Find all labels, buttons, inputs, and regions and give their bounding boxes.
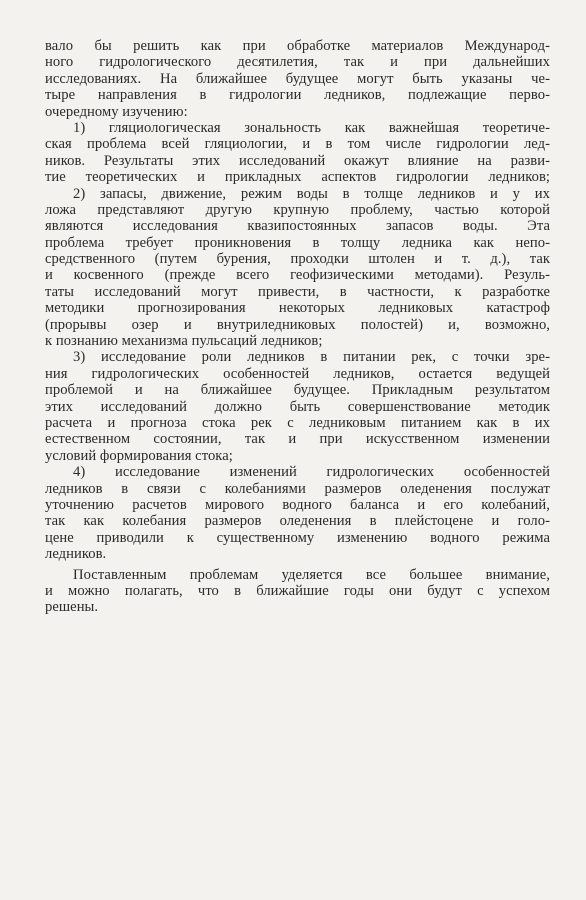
text-line: ников. Результаты этих исследований окажут влияние на разви- <box>45 152 550 169</box>
text-line: методики прогнозирования некоторых ледниковых катастроф <box>45 300 550 317</box>
paragraph-item-3 <box>45 349 550 464</box>
paragraph-conclusion <box>45 567 550 616</box>
text-line: проблемой и на ближайшее будущее. Прикладным результатом <box>45 382 550 399</box>
text-line: цене приводили к существенному изменению водного режима <box>45 529 550 546</box>
text-line: к познанию механизма пульсаций ледников; <box>45 333 323 350</box>
text-line: вало бы решить как при обработке материалов Международ- <box>45 38 550 54</box>
text-line: решены. <box>45 599 99 616</box>
text-line: условий формирования стока; <box>45 447 233 464</box>
text-line: так как колебания размеров оледенения в плейстоцене и голо- <box>45 513 550 530</box>
text-line: очередному изучению: <box>45 103 188 120</box>
text-line: 1) гляциологическая зональность как важнейшая теоретиче- <box>73 119 550 136</box>
text-line: 4) исследование изменений гидрологических особенностей <box>73 464 550 481</box>
text-line: 2) запасы, движение, режим воды в толще ледников и у их <box>73 185 550 202</box>
text-line: являются исследования квазипостоянных запасов воды. Эта <box>45 218 550 235</box>
paragraph-intro <box>45 38 550 120</box>
text-line: исследованиях. На ближайшее будущее могут быть указаны че- <box>45 70 550 87</box>
paragraph-item-2 <box>45 186 550 350</box>
text-line: тие теоретических и прикладных аспектов гидрологии ледников; <box>45 169 550 186</box>
text-line: 3) исследование роли ледников в питании рек, с точки зре- <box>73 349 550 366</box>
text-line: ния гидрологических особенностей ледников, остается ведущей <box>45 365 550 382</box>
text-line: ного гидрологического десятилетия, так и при дальнейших <box>45 54 550 71</box>
text-line: Поставленным проблемам уделяется все большее внимание, <box>73 566 550 583</box>
text-line: проблема требует проникновения в толщу ледника как непо- <box>45 234 550 251</box>
text-line: средственного (путем бурения, проходки штолен и т. д.), так <box>45 251 550 268</box>
text-line: и косвенного (прежде всего геофизическими методами). Резуль- <box>45 267 550 284</box>
text-line: и можно полагать, что в ближайшие годы они будут с успехом <box>45 582 550 599</box>
text-line: (прорывы озер и внутриледниковых полостей) и, возможно, <box>45 316 550 333</box>
paragraph-item-1 <box>45 120 550 186</box>
text-line: расчета и прогноза стока рек с ледниковым питанием как в их <box>45 414 550 431</box>
text-line: таты исследований могут привести, в частности, к разработке <box>45 283 550 300</box>
text-line: тыре направления в гидрологии ледников, подлежащие перво- <box>45 87 550 104</box>
text-line: этих исследований должно быть совершенствование методик <box>45 398 550 415</box>
text-line: ледников. <box>45 546 107 563</box>
text-line: ская проблема всей гляциологии, и в том числе гидрологии лед- <box>45 136 550 153</box>
text-line: уточнению расчетов мирового водного баланса и его колебаний, <box>45 496 550 513</box>
text-line: ледников в связи с колебаниями размеров оледенения послужат <box>45 480 550 497</box>
text-line: ложа представляют другую крупную проблему, частью которой <box>45 201 550 218</box>
paragraph-item-4 <box>45 464 550 562</box>
document-page <box>45 38 550 616</box>
text-line: естественном состоянии, так и при искусственном изменении <box>45 431 550 448</box>
